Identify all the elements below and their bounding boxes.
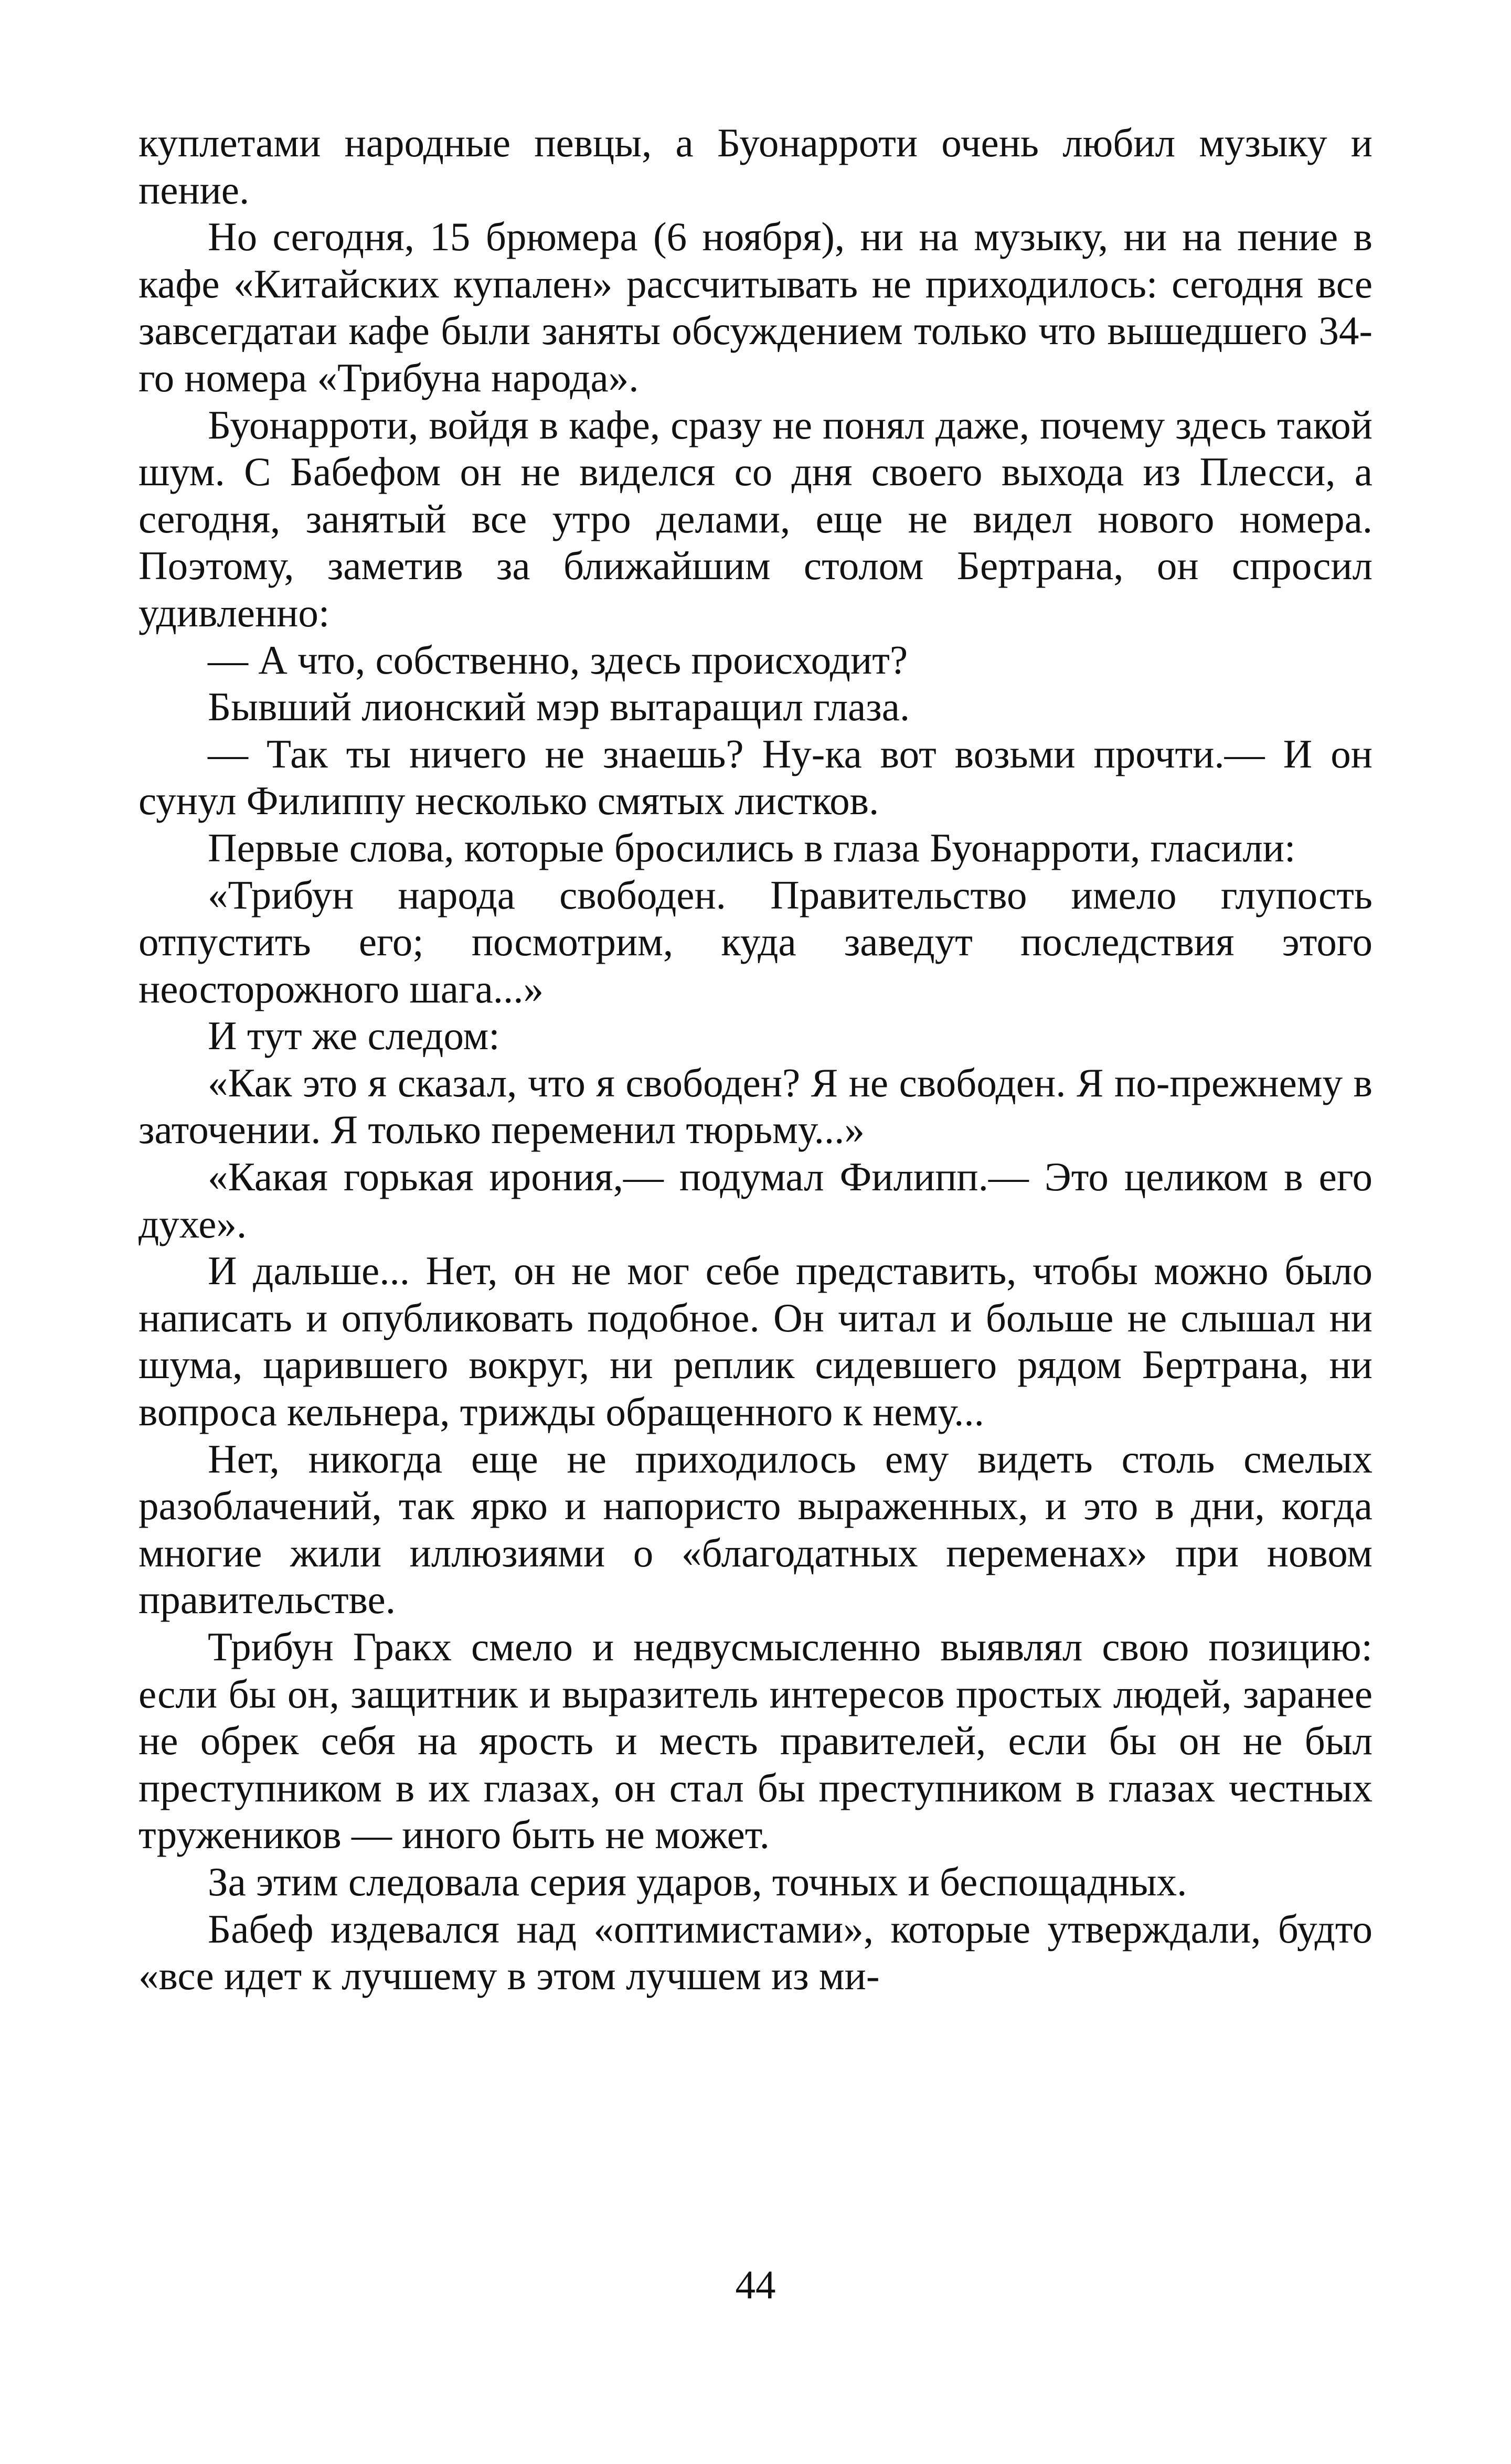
paragraph: — А что, собственно, здесь происходит? [208, 637, 908, 682]
paragraph: И тут же следом: [208, 1013, 500, 1059]
paragraph: Буонарроти, войдя в кафе, сразу не понял даже, почему здесь такой шум. С Бабефом он не виделся со дня своего выхода из Плесси, а сегодня, занятый все утро делами, еще не видел нового номера. Поэтому, заметив за ближайшим столом Бертрана, он спросил удивленно: [139, 402, 1372, 635]
page-body [139, 120, 1372, 2000]
paragraph: Бывший лионский мэр вытаращил глаза. [208, 684, 910, 730]
paragraph: Бабеф издевался над «оптимистами», которые утверждали, будто «все идет к лучшему в этом лучшем из ми- [139, 1906, 1372, 1999]
paragraph: Трибун Гракх смело и недвусмысленно выявлял свою позицию: если бы он, защитник и выразитель интересов простых людей, заранее не обрек себя на ярость и месть правителей, если бы он не был преступником в их глазах, он стал бы преступником в глазах честных тружеников — иного быть не может. [139, 1624, 1372, 1858]
paragraph: За этим следовала серия ударов, точных и беспощадных. [208, 1859, 1187, 1904]
paragraph: «Какая горькая ирония,— подумал Филипп.— Это целиком в его духе». [139, 1154, 1372, 1246]
paragraph: И дальше... Нет, он не мог себе представить, чтобы можно было написать и опубликовать подобное. Он читал и больше не слышал ни шума, царившего вокруг, ни реплик сидевшего рядом Бертрана, ни вопроса кельнера, трижды обращенного к нему... [139, 1248, 1372, 1435]
paragraph: Нет, никогда еще не приходилось ему видеть столь смелых разоблачений, так ярко и напористо выраженных, и это в дни, когда многие жили иллюзиями о «благодатных переменах» при новом правительстве. [139, 1436, 1372, 1623]
paragraph: Но сегодня, 15 брюмера (6 ноября), ни на музыку, ни на пение в кафе «Китайских купален» рассчитывать не приходилось: сегодня все завсегдатаи кафе были заняты обсуждением только что вышедшего 34-го номера «Трибуна народа». [139, 214, 1372, 400]
paragraph: куплетами народные певцы, а Буонарроти очень любил музыку и пение. [139, 120, 1372, 212]
paragraph: Первые слова, которые бросились в глаза Буонарроти, гласили: [208, 825, 1296, 870]
paragraph: «Трибун народа свободен. Правительство имело глупость отпустить его; посмотрим, куда заведут последствия этого неосторожного шага...» [139, 872, 1372, 1011]
paragraph: «Как это я сказал, что я свободен? Я не свободен. Я по-прежнему в заточении. Я только переменил тюрьму...» [139, 1060, 1372, 1153]
page-number: 44 [735, 2262, 776, 2307]
paragraph: — Так ты ничего не знаешь? Ну-ка вот возьми прочти.— И он сунул Филиппу несколько смятых листков. [139, 731, 1372, 824]
